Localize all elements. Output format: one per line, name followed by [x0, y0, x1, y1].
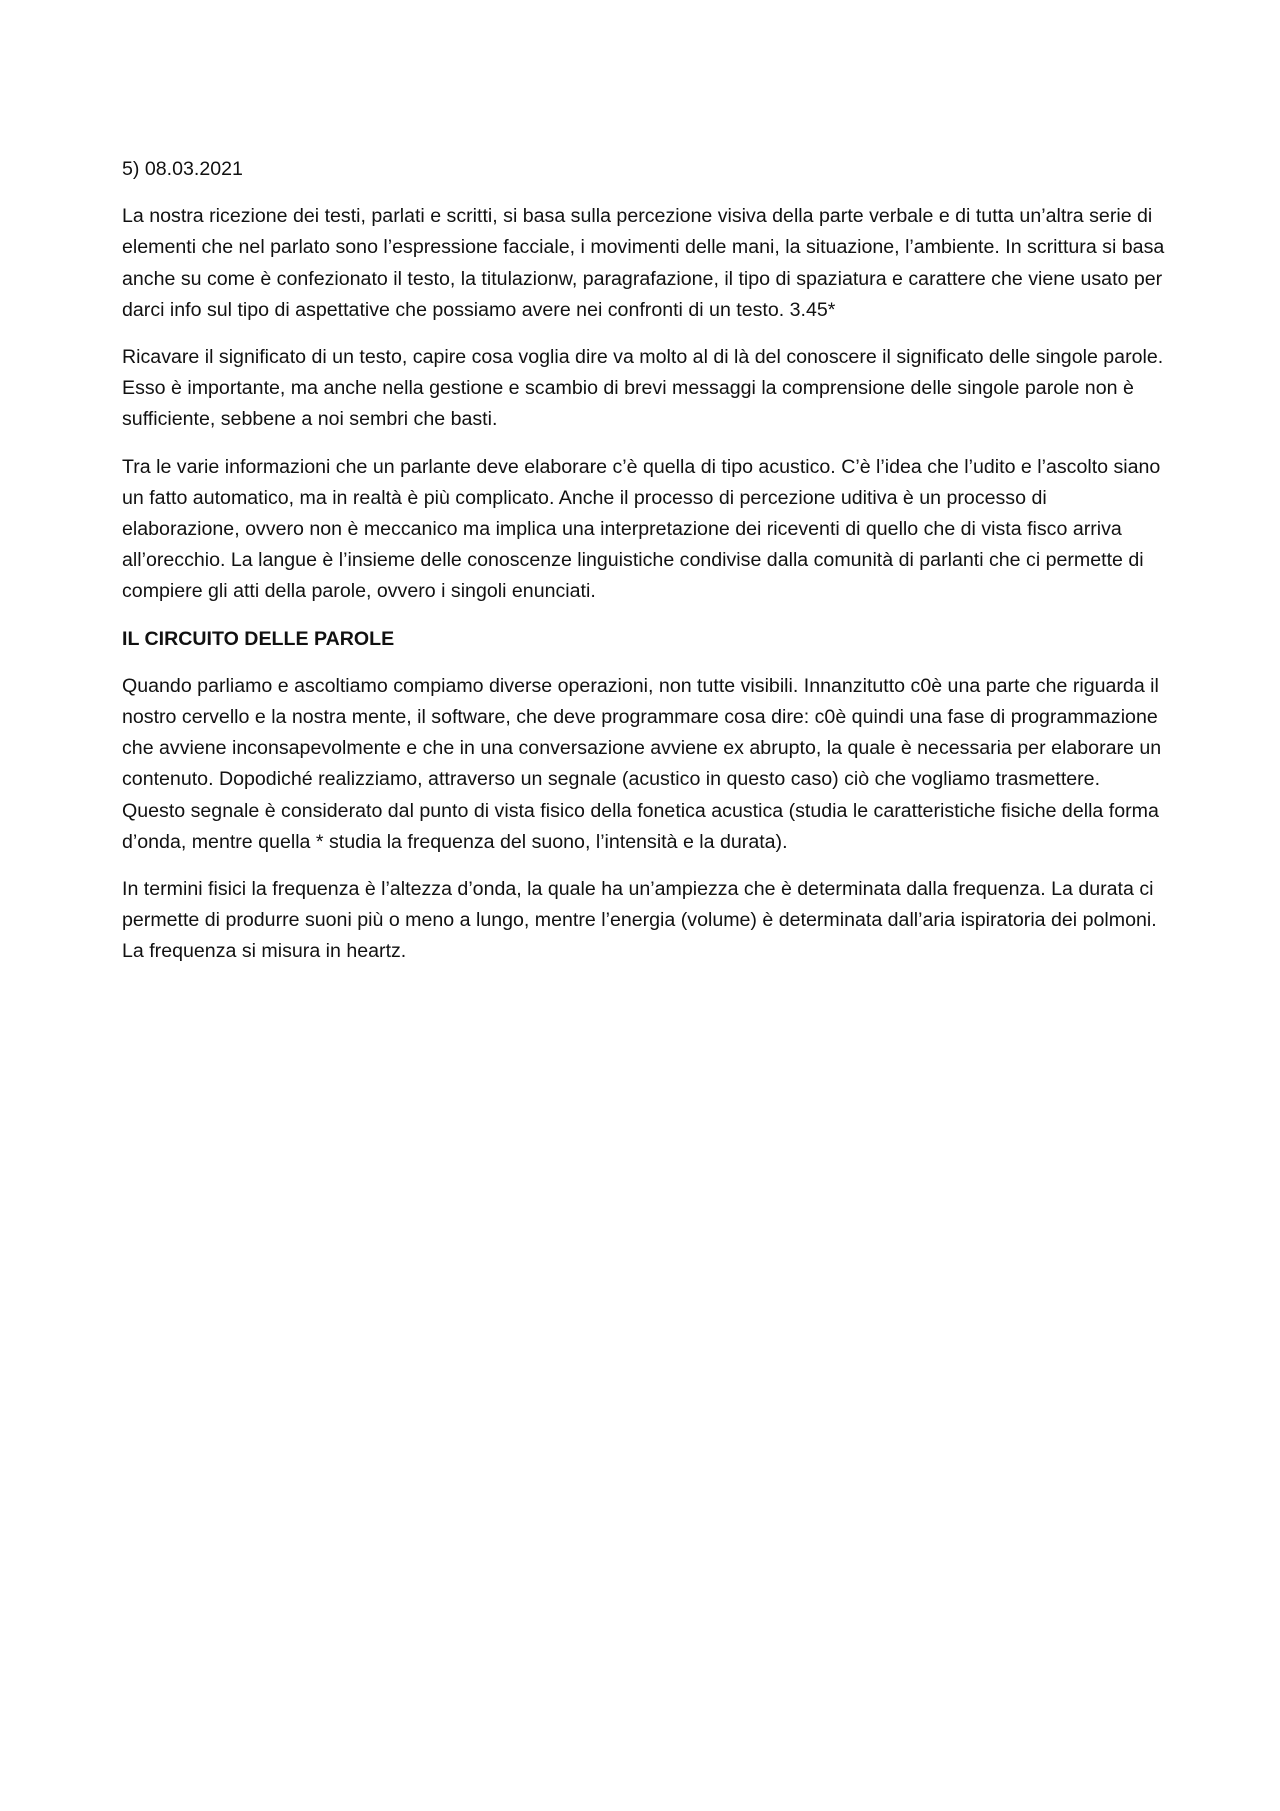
paragraph-reception: La nostra ricezione dei testi, parlati e scritti, si basa sulla percezione visiva della parte verbale e di tutta un’altra serie di elementi che nel parlato sono l’espressione facciale, i movimenti delle mani, la situazione, l’ambiente. In scrittura si basa anche su come è confezionato il testo, la titulazionw, paragrafazione, il tipo di spaziatura e carattere che viene usato per darci info sul tipo di aspettative che possiamo avere nei confronti di un testo. 3.45*: [122, 205, 1165, 321]
paragraph-circuit: Quando parliamo e ascoltiamo compiamo diverse operazioni, non tutte visibili. Innanzitutto c0è una parte che riguarda il nostro cervello e la nostra mente, il software, che deve programmare cosa dire: c0è quindi una fase di programmazione che avviene inconsapevolmente e che in una conversazione avviene ex abrupto, la quale è necessaria per elaborare un contenuto. Dopodiché realizziamo, attraverso un segnale (acustico in questo caso) ciò che vogliamo trasmettere. Questo segnale è considerato dal punto di vista fisico della fonetica acustica (studia le caratteristiche fisiche della forma d’onda, mentre quella * studia la frequenza del suono, l’intensità e la durata).: [122, 674, 1162, 853]
paragraph-acoustic: Tra le varie informazioni che un parlante deve elaborare c’è quella di tipo acustico. C’è l’idea che l’udito e l’ascolto siano un fatto automatico, ma in realtà è più complicato. Anche il processo di percezione uditiva è un processo di elaborazione, ovvero non è meccanico ma implica una interpretazione dei riceventi di quello che di vista fisco arriva all’orecchio. La langue è l’insieme delle conoscenze linguistiche condivise dalla comunità di parlanti che ci permette di compiere gli atti della parole, ovvero i singoli enunciati.: [122, 455, 1161, 603]
paragraph-meaning: Ricavare il significato di un testo, capire cosa voglia dire va molto al di là del conoscere il significato delle singole parole. Esso è importante, ma anche nella gestione e scambio di brevi messaggi la comprensione delle singole parole non è sufficiente, sebbene a noi sembri che basti.: [122, 346, 1164, 431]
date-heading: 5) 08.03.2021: [122, 158, 243, 180]
section-title: IL CIRCUITO DELLE PAROLE: [122, 627, 395, 650]
paragraph-frequency: In termini fisici la frequenza è l’altezza d’onda, la quale ha un’ampiezza che è determinata dalla frequenza. La durata ci permette di produrre suoni più o meno a lungo, mentre l’energia (volume) è determinata dall’aria ispiratoria dei polmoni. La frequenza si misura in heartz.: [122, 878, 1157, 963]
document-body: [122, 154, 1167, 984]
